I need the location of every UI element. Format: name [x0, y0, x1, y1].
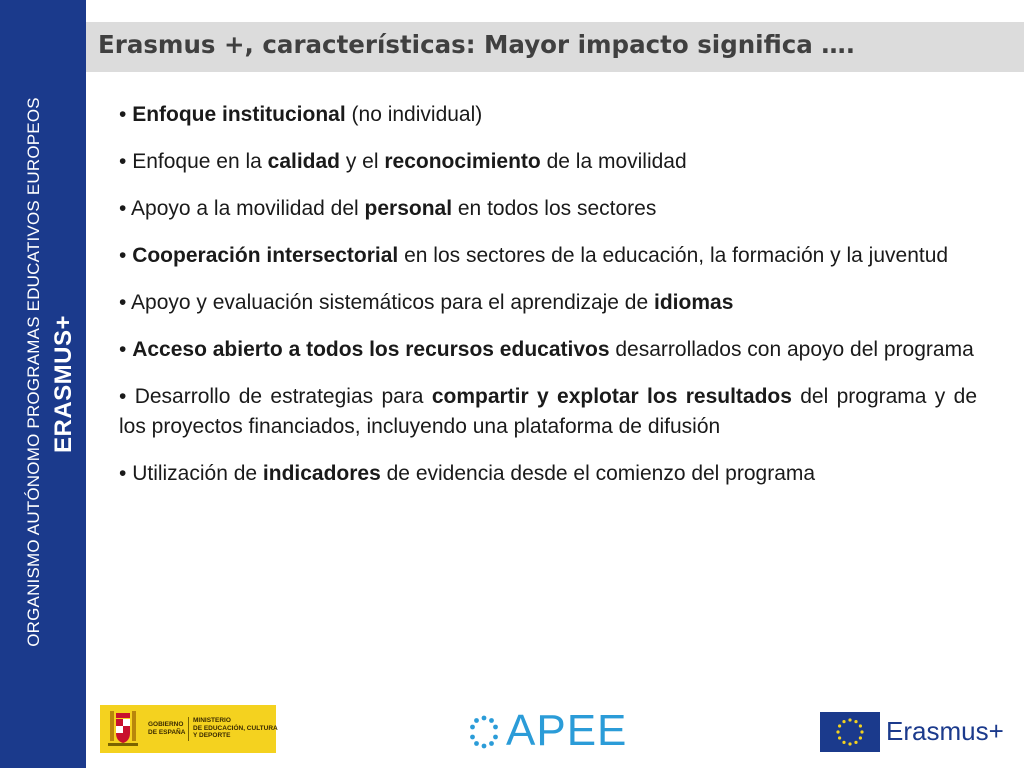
bullet-text: Enfoque en la — [132, 150, 268, 173]
bullet-item — [119, 382, 977, 442]
bullet-item — [119, 241, 977, 271]
bullet-emphasis: indicadores — [262, 462, 381, 485]
gobierno-label — [148, 721, 185, 736]
bullet-dot-icon: • — [119, 150, 133, 173]
gobierno-line: GOBIERNO — [148, 721, 184, 728]
bullet-item — [119, 100, 977, 130]
bullet-text: en los sectores de la educación, la formación y la juventud — [398, 244, 949, 267]
page-title: Erasmus +, características: Mayor impacto significa …. — [98, 30, 856, 59]
eu-flag-icon — [820, 712, 880, 752]
apee-wordmark: APEE — [506, 706, 628, 755]
bullet-text: Apoyo y evaluación sistemáticos para el aprendizaje de — [131, 291, 655, 314]
bullet-text: de evidencia desde el comienzo del programa — [380, 462, 816, 485]
ministerio-line: DE EDUCACIÓN, CULTURA — [193, 724, 278, 732]
bullet-item — [119, 335, 977, 365]
bullet-text: en todos los sectores — [452, 197, 657, 220]
bullet-emphasis: compartir y explotar los resultados — [431, 385, 792, 408]
bullet-text: desarrollados con apoyo del programa — [609, 338, 974, 361]
ministerio-line: Y DEPORTE — [193, 732, 231, 739]
ministerio-label — [193, 717, 278, 740]
bullet-emphasis: personal — [364, 197, 453, 220]
bullet-dot-icon: • — [119, 385, 135, 408]
gobierno-line: DE ESPAÑA — [148, 728, 186, 736]
bullet-item — [119, 147, 977, 177]
bullet-list — [119, 100, 977, 506]
bullet-emphasis: calidad — [267, 150, 341, 173]
bullet-emphasis: reconocimiento — [384, 150, 541, 173]
bullet-emphasis: idiomas — [654, 291, 734, 314]
bullet-dot-icon: • — [119, 338, 133, 361]
divider — [188, 717, 189, 741]
apee-logo — [462, 708, 642, 756]
sidebar-program-label: ERASMUS+ — [50, 314, 77, 454]
ministerio-line: MINISTERIO — [193, 717, 231, 724]
bullet-item — [119, 288, 977, 318]
bullet-dot-icon: • — [119, 291, 132, 314]
bullet-dot-icon: • — [119, 197, 132, 220]
bullet-item — [119, 194, 977, 224]
title-bar — [86, 22, 1024, 72]
bullet-text: de la movilidad — [540, 150, 687, 173]
sidebar-organization-label: ORGANISMO AUTÓNOMO PROGRAMAS EDUCATIVOS EUROPEOS — [24, 97, 43, 647]
bullet-dot-icon: • — [119, 103, 133, 126]
bullet-text: y el — [340, 150, 385, 173]
bullet-text: Desarrollo de estrategias para — [134, 385, 432, 408]
sidebar — [0, 0, 86, 768]
bullet-dot-icon: • — [119, 244, 133, 267]
bullet-text: (no individual) — [345, 103, 483, 126]
bullet-emphasis: Acceso abierto a todos los recursos educativos — [132, 338, 610, 361]
apee-star-ring-icon — [462, 708, 506, 756]
bullet-emphasis: Enfoque institucional — [132, 103, 346, 126]
gobierno-logo — [100, 705, 276, 753]
bullet-item — [119, 459, 977, 489]
erasmus-plus-wordmark: Erasmus+ — [886, 716, 1004, 746]
bullet-text: Utilización de — [132, 462, 263, 485]
bullet-emphasis: Cooperación intersectorial — [132, 244, 399, 267]
bullet-dot-icon: • — [119, 462, 133, 485]
bullet-text: Apoyo a la movilidad del — [131, 197, 365, 220]
bullet-text: del programa y de los proyectos financiados, incluyendo una plataforma de difusión — [119, 385, 977, 438]
coat-of-arms-icon — [108, 711, 138, 747]
